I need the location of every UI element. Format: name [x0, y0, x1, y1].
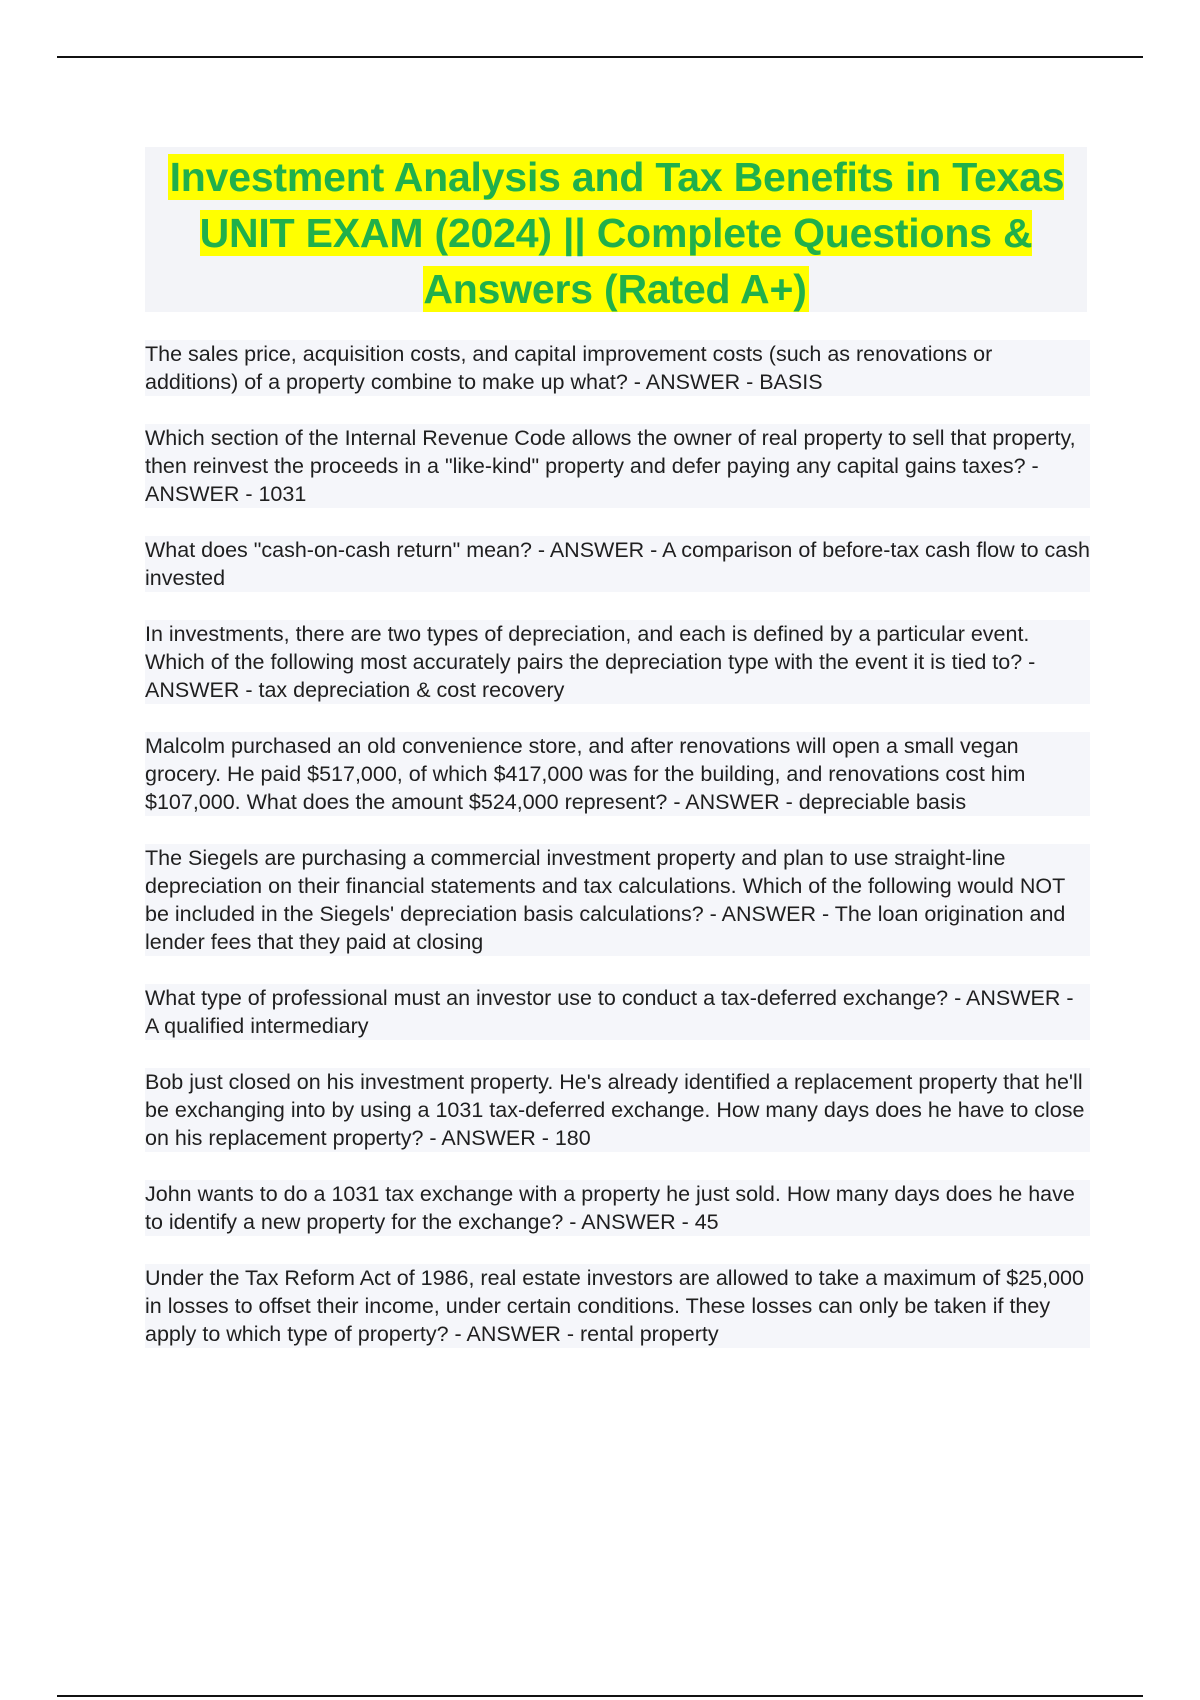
qa-list: [145, 340, 1090, 1376]
title-block: [145, 147, 1087, 312]
qa-item: The sales price, acquisition costs, and capital improvement costs (such as renovations or additions) of a property combine to make up what? - ANSWER - BASIS: [145, 340, 1090, 396]
title-highlight: Investment Analysis and Tax Benefits in Texas UNIT EXAM (2024) || Complete Questions & Answers (Rated A+): [169, 154, 1065, 312]
document-title: [145, 147, 1087, 317]
qa-item: John wants to do a 1031 tax exchange with a property he just sold. How many days does he have to identify a new property for the exchange? - ANSWER - 45: [145, 1180, 1090, 1236]
qa-item: Which section of the Internal Revenue Code allows the owner of real property to sell that property, then reinvest the proceeds in a "like-kind" property and defer paying any capital gains taxes? - ANSWER - 1031: [145, 424, 1090, 508]
bottom-rule: [57, 1695, 1143, 1697]
qa-item: What type of professional must an investor use to conduct a tax-deferred exchange? - ANSWER - A qualified intermediary: [145, 984, 1090, 1040]
qa-item: In investments, there are two types of depreciation, and each is defined by a particular event. Which of the following most accurately pairs the depreciation type with the event it is tied to? - ANSWER - tax depreciation & cost recovery: [145, 620, 1090, 704]
qa-item: Bob just closed on his investment property. He's already identified a replacement property that he'll be exchanging into by using a 1031 tax-deferred exchange. How many days does he have to close on his replacement property? - ANSWER - 180: [145, 1068, 1090, 1152]
qa-item: Under the Tax Reform Act of 1986, real estate investors are allowed to take a maximum of $25,000 in losses to offset their income, under certain conditions. These losses can only be taken if they apply to which type of property? - ANSWER - rental property: [145, 1264, 1090, 1348]
qa-item: The Siegels are purchasing a commercial investment property and plan to use straight-line depreciation on their financial statements and tax calculations. Which of the following would NOT be included in the Siegels' depreciation basis calculations? - ANSWER - The loan origination and lender fees that they paid at closing: [145, 844, 1090, 956]
qa-item: What does "cash-on-cash return" mean? - ANSWER - A comparison of before-tax cash flow to cash invested: [145, 538, 1090, 590]
qa-item: Malcolm purchased an old convenience store, and after renovations will open a small vegan grocery. He paid $517,000, of which $417,000 was for the building, and renovations cost him $107,000. What does the amount $524,000 represent? - ANSWER - depreciable basis: [145, 732, 1090, 816]
top-rule: [57, 56, 1143, 58]
